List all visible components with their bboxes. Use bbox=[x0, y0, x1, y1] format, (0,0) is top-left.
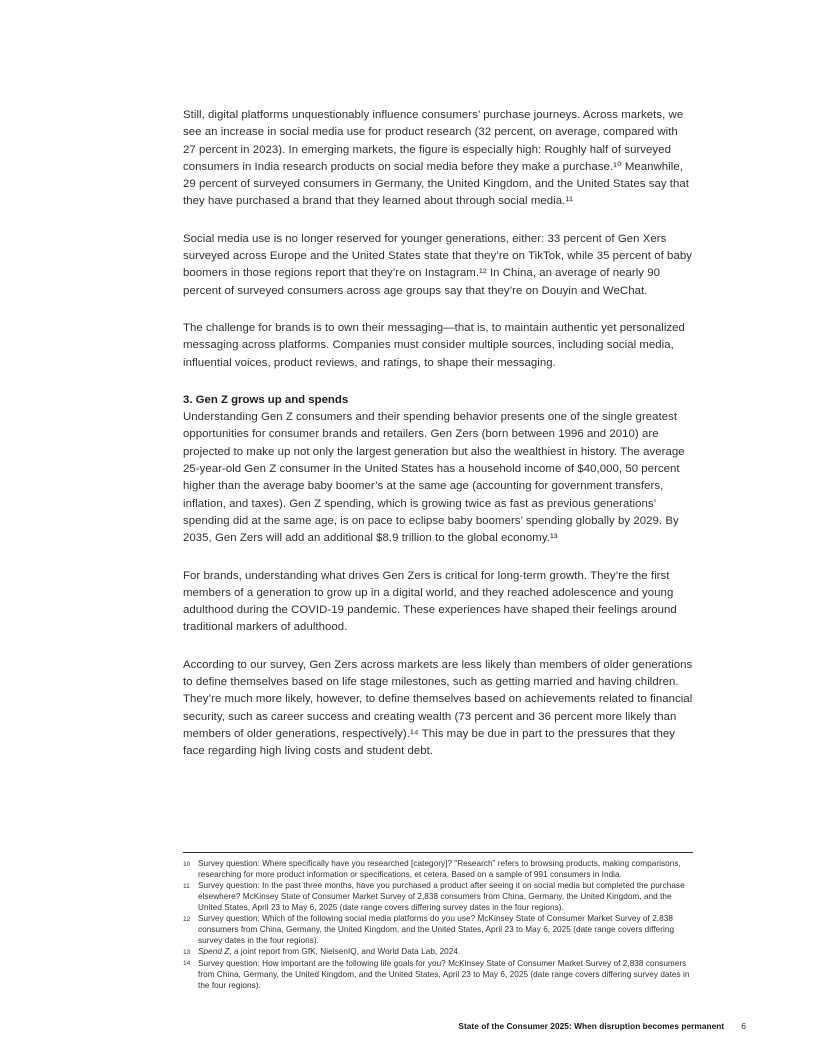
footnote-10 bbox=[183, 858, 693, 880]
footnotes-section bbox=[183, 852, 693, 991]
footnote-12 bbox=[183, 913, 693, 946]
footer-report-title: State of the Consumer 2025: When disruption becomes permanent bbox=[458, 1021, 725, 1031]
paragraph-generations-social: Social media use is no longer reserved for younger generations, either: 33 percent of Gen Xers surveyed across Europe and the United States state that they’re on TikTok, while 35 percent of baby boomers in those regions report that they’re on Instagram.¹² In China, an average of nearly 90 percent of surveyed consumers across age groups say that they’re on Douyin and WeChat. bbox=[183, 232, 692, 297]
paragraph-genz-drivers: For brands, understanding what drives Gen Zers is critical for long-term growth. They’re the first members of a generation to grow up in a digital world, and they reached adolescence and young adulthood during the COVID-19 pandemic. These experiences have shaped their feelings around traditional markers of adulthood. bbox=[183, 569, 677, 634]
footnote-text: Survey question: Where specifically have you researched [category]? “Research” refers to browsing products, making comparisons, researching for more product information or specifications, et cetera. Based on a sample of 991 consumers in India. bbox=[198, 859, 681, 879]
footnote-13 bbox=[183, 946, 693, 958]
footnote-text: Spend Z, a joint report from GfK, NielsenIQ, and World Data Lab, 2024. bbox=[198, 947, 461, 956]
section-heading-genz: 3. Gen Z grows up and spends bbox=[183, 393, 349, 406]
footnote-11 bbox=[183, 880, 693, 913]
footnote-number: 10 bbox=[183, 860, 191, 868]
footnote-text: Survey question: Which of the following social media platforms do you use? McKinsey State of Consumer Market Survey of 2,838 consumers from China, Germany, the United Kingdom, and the United States, April 23 to May 6, 2025 (date range covers differing survey dates in the four regions). bbox=[198, 914, 675, 945]
footnote-14 bbox=[183, 958, 693, 991]
paragraph-genz-spending: Understanding Gen Z consumers and their spending behavior presents one of the single greatest opportunities for consumer brands and retailers. Gen Zers (born between 1996 and 2010) are projected to make up not only the largest generation but also the wealthiest in history. The average 25-year-old Gen Z consumer in the United States has a household income of $40,000, 50 percent higher than the average baby boomer’s at the same age (accounting for government transfers, inflation, and taxes). Gen Z spending, which is growing twice as fast as previous generations’ spending did at the same age, is on pace to eclipse baby boomers’ spending globally by 2029. By 2035, Gen Zers will add an additional $8.9 trillion to the global economy.¹³ bbox=[183, 411, 685, 545]
footnote-number: 12 bbox=[183, 915, 191, 923]
footnote-number: 13 bbox=[183, 948, 191, 956]
page-body bbox=[183, 107, 693, 781]
footnote-text: Survey question: How important are the following life goals for you? McKinsey State of Consumer Market Survey of 2,838 consumers from China, Germany, the United Kingdom, and the United States, April 23 to May 6, 2025 (date range covers differing survey dates in the four regions). bbox=[198, 958, 690, 990]
footnote-number: 14 bbox=[183, 960, 191, 967]
page-number: 6 bbox=[741, 1021, 746, 1031]
paragraph-social-platforms: Still, digital platforms unquestionably influence consumers’ purchase journeys. Across markets, we see an increase in social media use for product research (32 percent, on average, compared with 27 percent in 2023). In emerging markets, the figure is especially high: Roughly half of surveyed consumers in India research products on social media before they make a purchase.¹⁰ Meanwhile, 29 percent of surveyed consumers in Germany, the United Kingdom, and the United States say that they have purchased a brand that they learned about through social media.¹¹ bbox=[183, 109, 689, 208]
footnote-text: Survey question: In the past three months, have you purchased a product after seeing it on social media but completed the purchase elsewhere? McKinsey State of Consumer Market Survey of 2,838 consumers from China, Germany, the United Kingdom, and the United States, April 23 to May 6, 2025 (date range covers differing survey dates in the four regions). bbox=[198, 881, 685, 912]
page-footer bbox=[458, 1021, 746, 1031]
footnote-divider bbox=[183, 852, 693, 853]
paragraph-genz-milestones: According to our survey, Gen Zers across markets are less likely than members of older generations to define themselves based on life stage milestones, such as getting married and having children. They’re much more likely, however, to define themselves based on achievements related to financial security, such as career success and creating wealth (73 percent and 36 percent more likely than members of older generations, respectively).¹⁴ This may be due in part to the pressures that they face regarding high living costs and student debt. bbox=[183, 658, 693, 758]
footnote-number: 11 bbox=[183, 882, 190, 890]
paragraph-brand-messaging: The challenge for brands is to own their messaging—that is, to maintain authentic yet personalized messaging across platforms. Companies must consider multiple sources, including social media, influential voices, product reviews, and ratings, to shape their messaging. bbox=[183, 321, 685, 369]
